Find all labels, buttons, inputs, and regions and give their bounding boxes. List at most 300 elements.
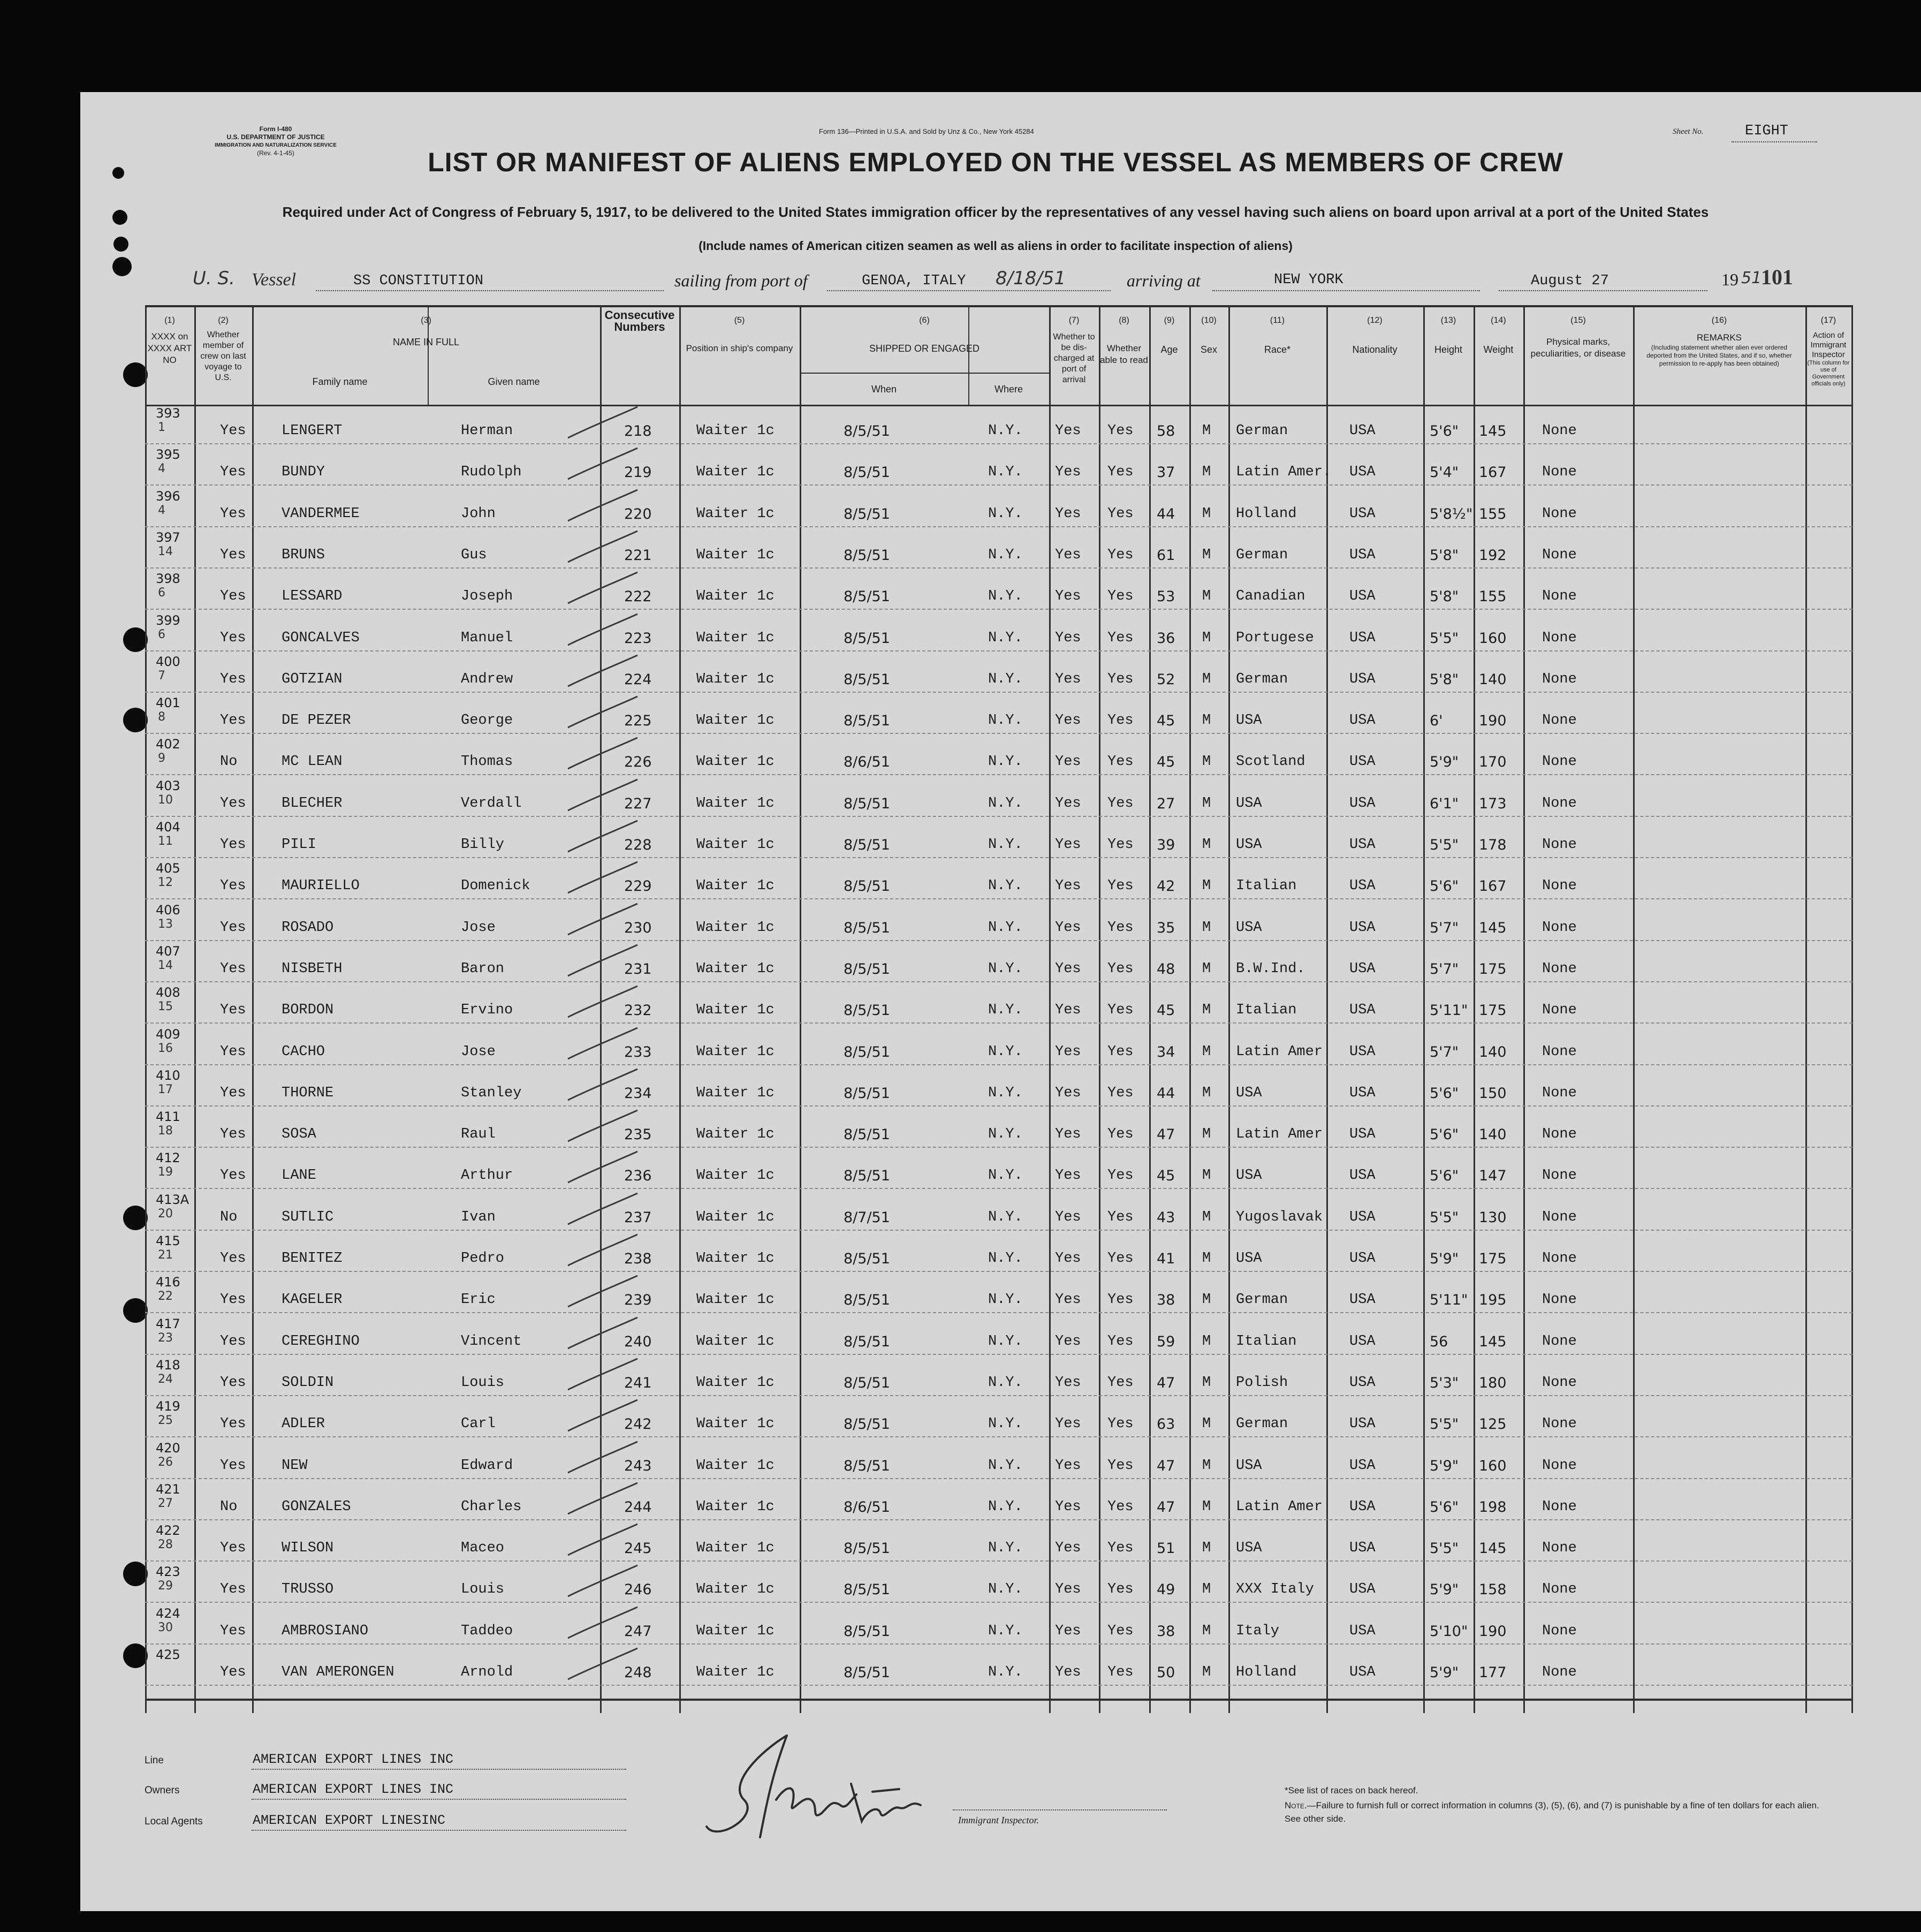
col4-label: Consecutive Numbers [604,308,675,334]
cell-height: 5'8" [1430,671,1459,688]
row-rule [145,898,1852,899]
cell-where: N.Y. [988,795,1023,812]
cell-pos: Waiter 1c [696,919,775,936]
cell-when: 8/5/51 [844,464,890,481]
cell-cons: 246 [624,1581,652,1598]
cell-given: Joseph [461,588,513,605]
cell-where: N.Y. [988,588,1023,605]
cell-crew: Yes [220,423,246,439]
cell-height: 5'8½" [1430,505,1473,522]
art-number: 425 [156,1647,180,1662]
cell-sex: M [1202,713,1211,729]
cell-crew: Yes [220,919,246,936]
cell-given: Manuel [461,630,513,646]
col6-label: SHIPPED OR ENGAGED [869,343,980,354]
cell-cons: 238 [624,1251,652,1267]
cell-sex: M [1202,671,1211,687]
cell-family: LANE [282,1168,316,1184]
cell-age: 49 [1157,1581,1175,1598]
cell-given: Andrew [461,671,513,687]
cell-marks: None [1542,423,1577,439]
cell-family: NEW [282,1457,308,1474]
row-rule [145,816,1852,817]
col15-number: (15) [1570,316,1586,325]
cell-given: Ivan [461,1209,496,1225]
row-rule [145,1395,1852,1396]
cell-marks: None [1542,1292,1577,1308]
cell-crew: Yes [220,837,246,853]
art-sub-number: 18 [158,1124,173,1138]
cell-race: Italian [1236,1333,1297,1350]
col8-label: Whether able to read [1100,343,1148,365]
arrival-year: 51 [1741,269,1762,287]
row-rule [145,1188,1852,1189]
cell-read: Yes [1107,919,1134,936]
cell-age: 36 [1157,630,1175,647]
col5-label: Position in ship's company [686,343,793,353]
art-sub-number: 21 [158,1248,173,1262]
cell-when: 8/5/51 [844,1251,890,1267]
col6-number: (6) [919,316,930,325]
row-rule [145,1519,1852,1520]
cell-family: BENITEZ [282,1251,343,1267]
cell-when: 8/5/51 [844,1623,890,1640]
cell-sex: M [1202,1623,1211,1639]
cell-marks: None [1542,1126,1577,1143]
cell-age: 43 [1157,1209,1175,1226]
cell-cons: 228 [624,837,652,853]
cell-where: N.Y. [988,671,1023,687]
cell-sex: M [1202,960,1211,977]
cell-cons: 220 [624,505,652,522]
cell-given: Louis [461,1581,505,1598]
check-stroke [557,1275,643,1312]
cell-cons: 230 [624,919,652,936]
row-rule [145,567,1852,569]
cell-family: AMBROSIANO [282,1623,369,1639]
cell-crew: Yes [220,1251,246,1267]
cell-family: GOTZIAN [282,671,343,687]
cell-race: B.W.Ind. [1236,960,1305,977]
cell-sex: M [1202,630,1211,646]
cell-crew: No [220,1498,238,1515]
cell-cons: 234 [624,1085,652,1102]
art-number: 416 [156,1275,180,1290]
cell-crew: Yes [220,1168,246,1184]
cell-family: CEREGHINO [282,1333,360,1350]
cell-sex: M [1202,464,1211,481]
cell-where: N.Y. [988,1002,1023,1019]
row-rule [145,692,1852,693]
cell-cons: 229 [624,878,652,895]
cell-given: John [461,505,496,522]
cell-marks: None [1542,588,1577,605]
cell-read: Yes [1107,837,1134,853]
cell-race: Latin Amer. [1236,464,1332,481]
cell-given: Charles [461,1498,522,1515]
cell-weight: 190 [1479,713,1507,730]
art-sub-number: 8 [158,710,165,724]
cell-read: Yes [1107,1002,1134,1019]
cell-age: 35 [1157,919,1175,936]
cell-when: 8/5/51 [844,1333,890,1350]
art-number: 420 [156,1440,180,1456]
art-number: 396 [156,488,180,504]
cell-sex: M [1202,423,1211,439]
col16-label: REMARKS [1696,332,1742,343]
cell-disch: Yes [1055,1664,1081,1680]
cell-age: 44 [1157,1085,1175,1102]
cell-cons: 242 [624,1416,652,1433]
cell-read: Yes [1107,713,1134,729]
cell-race: Scotland [1236,754,1305,770]
cell-given: Jose [461,1043,496,1060]
cell-given: Herman [461,423,513,439]
row-rule [145,1022,1852,1024]
cell-sex: M [1202,1664,1211,1680]
cell-height: 5'5" [1430,630,1459,647]
art-sub-number: 26 [158,1455,173,1469]
cell-where: N.Y. [988,1623,1023,1639]
cell-nat: USA [1349,1581,1376,1598]
check-stroke [557,1523,643,1560]
cell-height: 5'6" [1430,1126,1459,1143]
cell-given: Louis [461,1374,505,1391]
cell-sex: M [1202,1085,1211,1101]
cell-cons: 235 [624,1126,652,1143]
cell-height: 5'9" [1430,1664,1459,1681]
col6-when: When [871,384,897,395]
cell-weight: 167 [1479,878,1507,895]
cell-height: 5'8" [1430,588,1459,605]
col7-label: Whether to be dis-charged at port of arrival [1053,332,1095,384]
cell-crew: Yes [220,1126,246,1143]
owners-value: AMERICAN EXPORT LINES INC [253,1782,454,1797]
cell-pos: Waiter 1c [696,423,775,439]
cell-nat: USA [1349,1043,1376,1060]
vessel-flag: U. S. [193,268,235,289]
cell-where: N.Y. [988,1209,1023,1225]
cell-weight: 140 [1479,1043,1507,1060]
cell-weight: 147 [1479,1168,1507,1185]
cell-read: Yes [1107,423,1134,439]
cell-height: 5'5" [1430,1209,1459,1226]
row-rule [145,1230,1852,1231]
cell-sex: M [1202,1002,1211,1019]
page-title: LIST OR MANIFEST OF ALIENS EMPLOYED ON THE VESSEL AS MEMBERS OF CREW [428,147,1563,177]
cell-cons: 247 [624,1623,652,1640]
cell-crew: Yes [220,878,246,895]
cell-when: 8/5/51 [844,795,890,812]
cell-race: USA [1236,837,1262,853]
col13-number: (13) [1440,316,1456,325]
cell-sex: M [1202,1209,1211,1225]
cell-given: Pedro [461,1251,505,1267]
cell-when: 8/6/51 [844,1498,890,1516]
art-number: 421 [156,1481,180,1497]
cell-read: Yes [1107,754,1134,770]
cell-disch: Yes [1055,1623,1081,1639]
cell-height: 5'7" [1430,919,1459,936]
cell-weight: 160 [1479,630,1507,647]
cell-when: 8/5/51 [844,1540,890,1557]
cell-family: SOSA [282,1126,316,1143]
col11-label: Race* [1264,344,1291,355]
col9-number: (9) [1164,316,1175,325]
cell-marks: None [1542,713,1577,729]
cell-read: Yes [1107,1085,1134,1101]
cell-weight: 155 [1479,588,1507,605]
cell-weight: 177 [1479,1664,1507,1681]
cell-race: Canadian [1236,588,1305,605]
col3-family: Family name [312,376,368,387]
col16-sub: (Including statement whether alien ever ordered deported from the United States, and if so, whether permission to re-apply has been obtained) [1646,344,1792,367]
check-stroke [557,1647,643,1685]
col12-number: (12) [1367,316,1383,325]
cell-disch: Yes [1055,547,1081,563]
cell-pos: Waiter 1c [696,671,775,687]
cell-disch: Yes [1055,588,1081,605]
art-sub-number: 14 [158,544,173,558]
check-stroke [557,1192,643,1230]
cell-read: Yes [1107,1251,1134,1267]
cell-disch: Yes [1055,1457,1081,1474]
cell-crew: Yes [220,795,246,812]
cell-marks: None [1542,1002,1577,1019]
cell-age: 50 [1157,1664,1175,1681]
cell-marks: None [1542,1043,1577,1060]
cell-when: 8/5/51 [844,1664,890,1681]
cell-weight: 195 [1479,1292,1507,1309]
cell-nat: USA [1349,1498,1376,1515]
cell-age: 61 [1157,547,1175,564]
cell-read: Yes [1107,464,1134,481]
cell-nat: USA [1349,464,1376,481]
cell-disch: Yes [1055,1002,1081,1019]
cell-family: THORNE [282,1085,334,1101]
inspector-signature [696,1719,1044,1853]
cell-given: Carl [461,1416,496,1433]
cell-disch: Yes [1055,1333,1081,1350]
cell-race: German [1236,1416,1288,1433]
cell-cons: 227 [624,795,652,812]
cell-pos: Waiter 1c [696,754,775,770]
agents-value: AMERICAN EXPORT LINESINC [253,1813,446,1828]
cell-weight: 145 [1479,423,1507,440]
cell-nat: USA [1349,671,1376,687]
row-rule [145,1643,1852,1645]
art-number: 402 [156,737,180,752]
cell-given: Stanley [461,1085,522,1101]
cell-height: 5'9" [1430,1251,1459,1267]
cell-disch: Yes [1055,960,1081,977]
art-number: 415 [156,1233,180,1248]
departure-port: GENOA, ITALY [862,273,966,289]
cell-nat: USA [1349,1168,1376,1184]
art-sub-number: 12 [158,876,173,890]
cell-pos: Waiter 1c [696,1664,775,1680]
cell-marks: None [1542,1416,1577,1433]
cell-marks: None [1542,1664,1577,1680]
col11-number: (11) [1270,316,1285,325]
cell-when: 8/5/51 [844,713,890,730]
cell-read: Yes [1107,878,1134,895]
cell-when: 8/5/51 [844,1292,890,1309]
cell-where: N.Y. [988,837,1023,853]
cell-race: Italy [1236,1623,1280,1639]
cell-where: N.Y. [988,1581,1023,1598]
cell-read: Yes [1107,588,1134,605]
cell-nat: USA [1349,547,1376,563]
cell-marks: None [1542,630,1577,646]
cell-cons: 223 [624,630,652,647]
check-stroke [557,903,643,940]
cell-height: 5'10" [1430,1623,1468,1640]
cell-age: 37 [1157,464,1175,481]
cell-crew: Yes [220,1457,246,1474]
cell-disch: Yes [1055,1374,1081,1391]
row-rule [145,526,1852,527]
cell-pos: Waiter 1c [696,1416,775,1433]
cell-read: Yes [1107,1043,1134,1060]
cell-where: N.Y. [988,960,1023,977]
cell-sex: M [1202,837,1211,853]
cell-disch: Yes [1055,837,1081,853]
cell-race: Polish [1236,1374,1288,1391]
cell-when: 8/5/51 [844,837,890,853]
cell-given: Rudolph [461,464,522,481]
cell-pos: Waiter 1c [696,1333,775,1350]
form-number: Form I-480 [259,125,292,133]
cell-disch: Yes [1055,1498,1081,1515]
cell-where: N.Y. [988,464,1023,481]
cell-race: Italian [1236,878,1297,895]
arriving-label: arriving at [1127,271,1201,290]
col17-sub: (This column for use of Government officials only) [1807,360,1850,387]
row-rule [145,1354,1852,1355]
row-rule [145,443,1852,444]
cell-height: 56 [1430,1333,1448,1350]
cell-age: 38 [1157,1623,1175,1640]
cell-cons: 239 [624,1292,652,1309]
cell-pos: Waiter 1c [696,1498,775,1515]
cell-when: 8/5/51 [844,1085,890,1102]
cell-pos: Waiter 1c [696,1209,775,1225]
cell-read: Yes [1107,1623,1134,1639]
cell-race: USA [1236,1251,1262,1267]
cell-nat: USA [1349,1374,1376,1391]
cell-read: Yes [1107,1498,1134,1515]
cell-disch: Yes [1055,423,1081,439]
cell-marks: None [1542,960,1577,977]
check-stroke [557,820,643,857]
cell-disch: Yes [1055,1168,1081,1184]
cell-marks: None [1542,1209,1577,1225]
art-sub-number: 9 [158,752,165,766]
cell-given: Eric [461,1292,496,1308]
cell-when: 8/5/51 [844,1043,890,1060]
cell-given: Jose [461,919,496,936]
cell-nat: USA [1349,960,1376,977]
cell-pos: Waiter 1c [696,1292,775,1308]
check-stroke [557,530,643,567]
cell-pos: Waiter 1c [696,1540,775,1557]
cell-nat: USA [1349,1540,1376,1557]
owners-label: Owners [145,1785,180,1796]
cell-where: N.Y. [988,1126,1023,1143]
cell-when: 8/5/51 [844,630,890,647]
col10-number: (10) [1201,316,1217,325]
cell-height: 6' [1430,713,1443,730]
cell-height: 5'7" [1430,960,1459,978]
cell-age: 47 [1157,1374,1175,1391]
cell-family: GONCALVES [282,630,360,646]
cell-where: N.Y. [988,713,1023,729]
sailing-date: 8/18/51 [996,268,1066,289]
page-number: 101 [1761,265,1793,289]
cell-disch: Yes [1055,1292,1081,1308]
check-stroke [557,1109,643,1147]
cell-pos: Waiter 1c [696,960,775,977]
art-sub-number: 27 [158,1496,173,1510]
cell-height: 5'6" [1430,878,1459,895]
cell-age: 45 [1157,713,1175,730]
cell-age: 42 [1157,878,1175,895]
art-number: 411 [156,1109,180,1125]
check-stroke [557,985,643,1022]
row-rule [145,650,1852,651]
cell-pos: Waiter 1c [696,1002,775,1019]
cell-family: KAGELER [282,1292,343,1308]
cell-cons: 248 [624,1664,652,1681]
cell-nat: USA [1349,1002,1376,1019]
cell-given: Thomas [461,754,513,770]
cell-nat: USA [1349,1251,1376,1267]
cell-nat: USA [1349,713,1376,729]
row-rule [145,1064,1852,1065]
art-sub-number: 16 [158,1041,173,1055]
cell-age: 45 [1157,1002,1175,1019]
col16-number: (16) [1711,316,1727,325]
cell-where: N.Y. [988,1168,1023,1184]
cell-disch: Yes [1055,464,1081,481]
cell-pos: Waiter 1c [696,1374,775,1391]
cell-where: N.Y. [988,919,1023,936]
cell-family: NISBETH [282,960,343,977]
cell-where: N.Y. [988,505,1023,522]
cell-read: Yes [1107,1581,1134,1598]
cell-nat: USA [1349,1664,1376,1680]
cell-height: 5'9" [1430,1457,1459,1474]
art-sub-number: 1 [158,421,165,434]
cell-given: Domenick [461,878,530,895]
cell-where: N.Y. [988,1416,1023,1433]
cell-where: N.Y. [988,1457,1023,1474]
check-stroke [557,406,643,443]
row-rule [145,1147,1852,1148]
cell-cons: 232 [624,1002,652,1019]
check-stroke [557,1482,643,1519]
punch-hole [112,257,132,276]
punch-hole [123,1643,148,1668]
art-number: 417 [156,1316,180,1331]
col15-label: Physical marks, peculiarities, or disease [1530,337,1626,359]
cell-where: N.Y. [988,1664,1023,1680]
fine-note-label: Note. [1285,1800,1307,1810]
check-stroke [557,489,643,526]
cell-marks: None [1542,1251,1577,1267]
cell-pos: Waiter 1c [696,505,775,522]
